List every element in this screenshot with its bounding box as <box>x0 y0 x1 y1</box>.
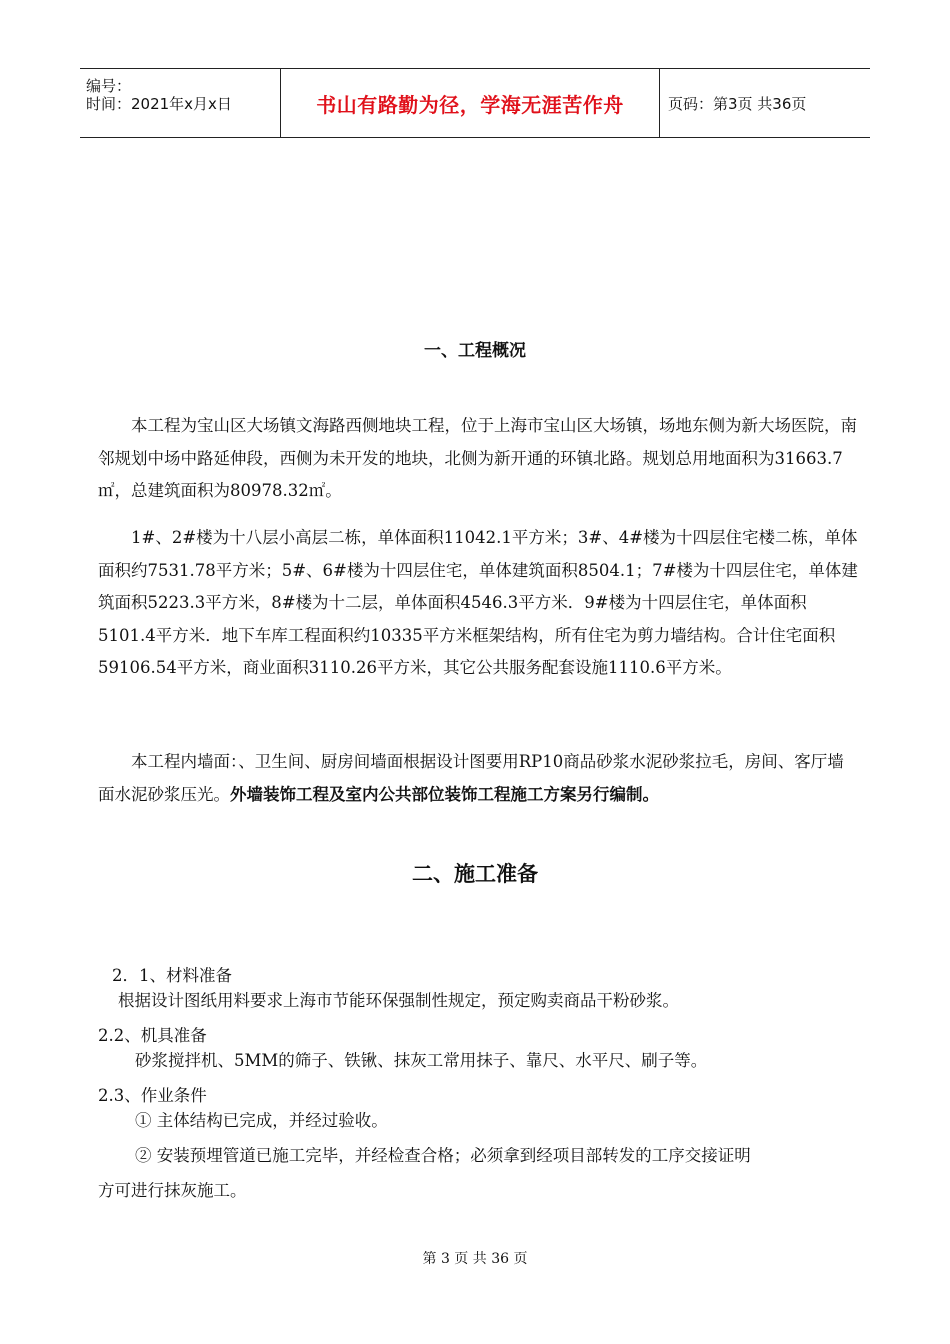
document-number-label: 编号： <box>86 77 132 95</box>
tools-text: 砂浆搅拌机、5MM的筛子、铁锹、抹灰工常用抹子、靠尺、水平尺、刷子等。 <box>135 1051 708 1070</box>
header-page-info <box>662 69 868 137</box>
paragraph-text <box>98 746 858 811</box>
overview-paragraph-1 <box>98 410 858 508</box>
document-date: 时间：2021年x月x日 <box>86 95 232 113</box>
subsection-title-tools: 2.2、机具准备 <box>98 1026 207 1045</box>
section-title-overview: 一、工程概况 <box>424 341 526 361</box>
overview-paragraph-3 <box>98 746 858 811</box>
condition-item-2: ② 安装预埋管道已施工完毕，并经检查合格；必须拿到经项目部转发的工序交接证明 <box>135 1146 751 1165</box>
header-meta-cell <box>80 69 280 137</box>
overview-paragraph-2 <box>98 522 858 685</box>
header-motto: 书山有路勤为径，学海无涯苦作舟 <box>280 69 660 137</box>
condition-item-2-continued: 方可进行抹灰施工。 <box>98 1181 247 1200</box>
condition-item-1: ① 主体结构已完成，并经过验收。 <box>135 1111 388 1130</box>
header-table <box>80 68 870 138</box>
materials-text: 根据设计图纸用料要求上海市节能环保强制性规定，预定购卖商品干粉砂浆。 <box>118 991 679 1010</box>
page-footer: 第 3 页 共 36 页 <box>422 1251 528 1267</box>
paragraph-text: 1#、2#楼为十八层小高层二栋，单体面积11042.1平方米；3#、4#楼为十四层住宅楼二栋，单体面积约7531.78平方米；5#、6#楼为十四层住宅，单体建筑面积8504.1；7#楼为十四层住宅，单体建筑面积5223.3平方米，8#楼为十二层，单体面积4546.3平方米．9#楼为十四层住宅，单体面积5101.4平方米．地下车库工程面积约10335平方米框架结构，所有住宅为剪力墙结构。合计住宅面积59106.54平方米，商业面积3110.26平方米，其它公共服务配套设施1110.6平方米。 <box>98 528 858 677</box>
subsection-title-materials: 2．1、材料准备 <box>112 966 232 985</box>
subsection-title-conditions: 2.3、作业条件 <box>98 1086 207 1105</box>
paragraph-bold-text: 外墙装饰工程及室内公共部位装饰工程施工方案另行编制。 <box>230 784 659 804</box>
page-info-text: 页码：第3页 共36页 <box>668 94 807 113</box>
paragraph-normal-text: 本工程内墙面：、卫生间、厨房间墙面根据设计图要用RP10商品砂浆水泥砂浆拉毛，房间、客厅墙面水泥砂浆压光。 <box>98 752 844 804</box>
paragraph-text: 本工程为宝山区大场镇文海路西侧地块工程，位于上海市宝山区大场镇，场地东侧为新大场医院，南邻规划中场中路延伸段，西侧为未开发的地块，北侧为新开通的环镇北路。规划总用地面积为31663.7㎡，总建筑面积为80978.32㎡。 <box>98 416 857 500</box>
section-title-preparation: 二、施工准备 <box>412 862 538 886</box>
